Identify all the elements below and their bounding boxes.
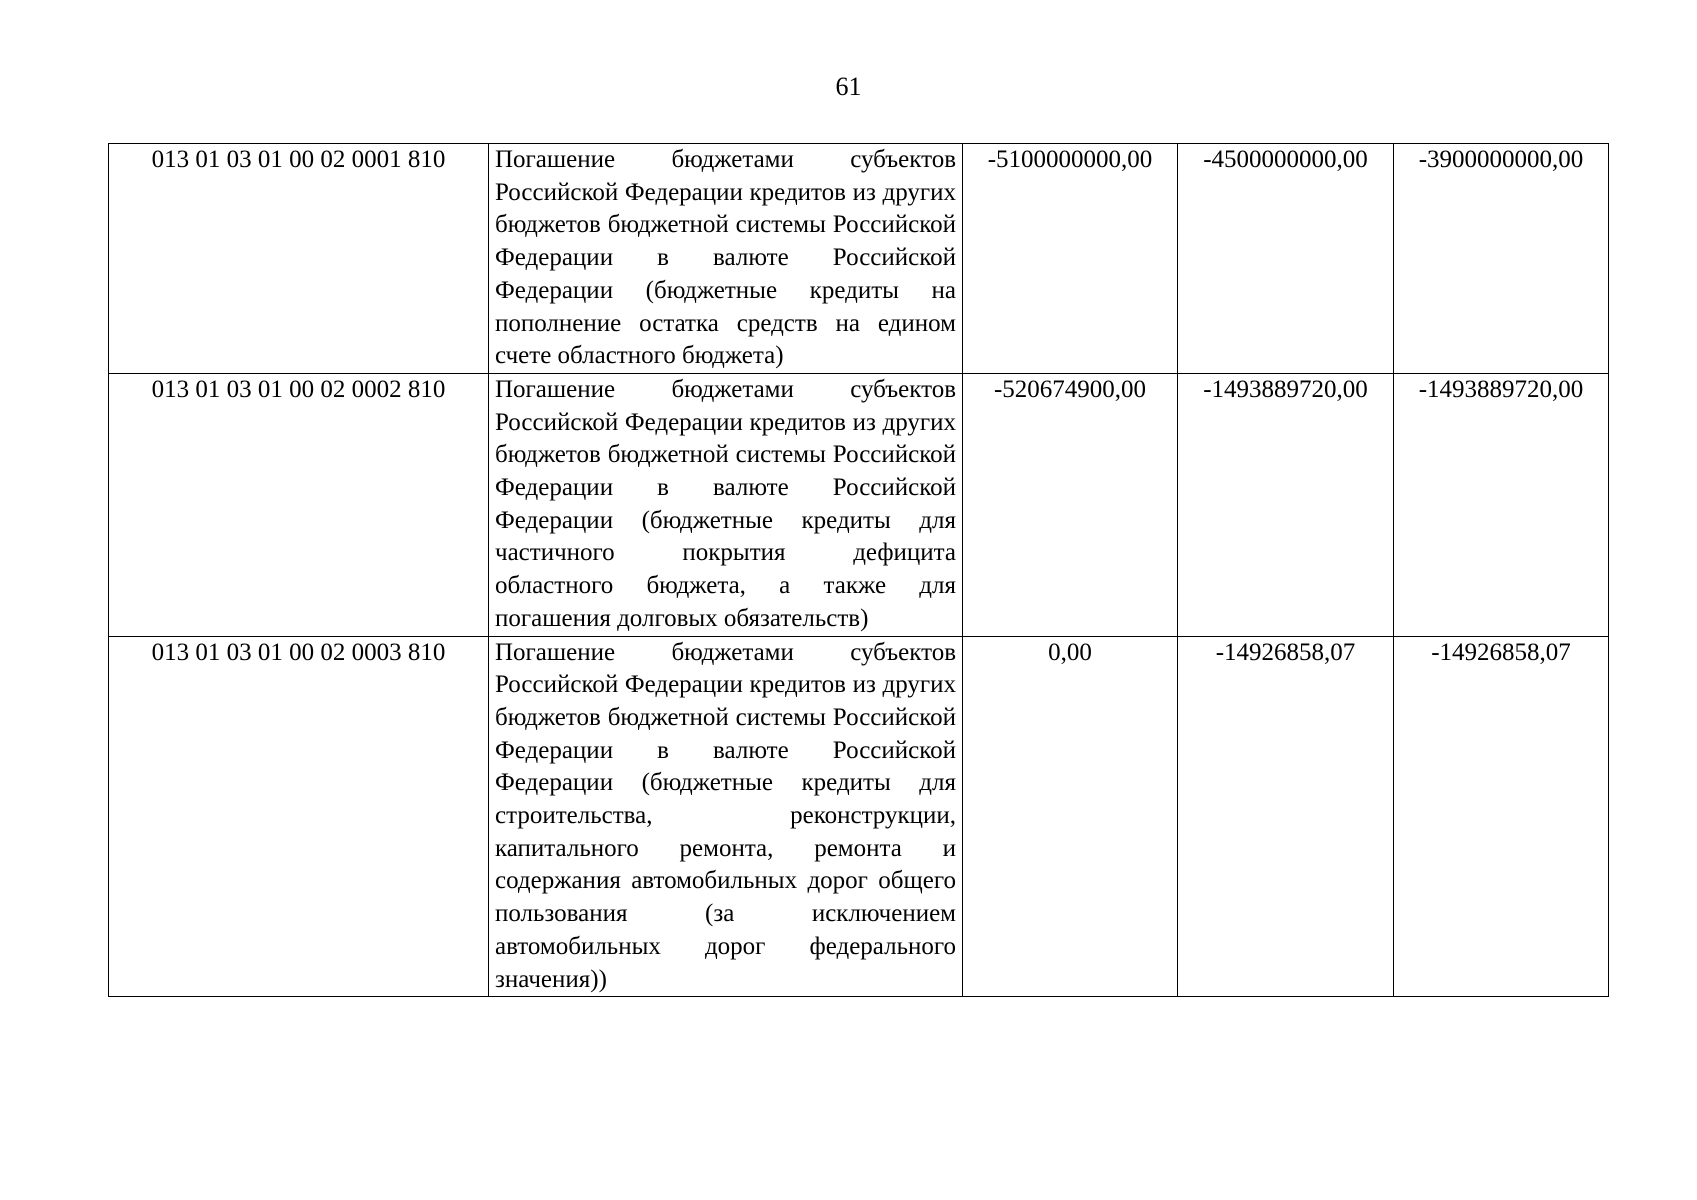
page-number-text: 61 (835, 72, 862, 101)
budget-code-cell: 013 01 03 01 00 02 0003 810 (109, 636, 489, 997)
amount-cell-year-1: -520674900,00 (963, 373, 1178, 636)
table-row (109, 636, 1609, 997)
amount-cell-year-2: -14926858,07 (1178, 636, 1394, 997)
budget-table (108, 143, 1609, 997)
budget-code-cell: 013 01 03 01 00 02 0002 810 (109, 373, 489, 636)
amount-cell-year-3: -14926858,07 (1394, 636, 1609, 997)
amount-cell-year-3: -1493889720,00 (1394, 373, 1609, 636)
amount-cell-year-1: 0,00 (963, 636, 1178, 997)
table-row (109, 144, 1609, 374)
amount-cell-year-2: -1493889720,00 (1178, 373, 1394, 636)
amount-cell-year-2: -4500000000,00 (1178, 144, 1394, 374)
description-cell: Погашение бюджетами субъектов Российской Федерации кредитов из других бюджетов бюджетной системы Российской Федерации в валюте Российской Федерации (бюджетные кредиты для частичного покрытия дефицита областного бюджета, а также для погашения долговых обязательств) (489, 373, 963, 636)
amount-cell-year-1: -5100000000,00 (963, 144, 1178, 374)
budget-code-cell: 013 01 03 01 00 02 0001 810 (109, 144, 489, 374)
description-cell: Погашение бюджетами субъектов Российской Федерации кредитов из других бюджетов бюджетной системы Российской Федерации в валюте Российской Федерации (бюджетные кредиты на пополнение остатка средств на едином счете областного бюджета) (489, 144, 963, 374)
amount-cell-year-3: -3900000000,00 (1394, 144, 1609, 374)
description-cell: Погашение бюджетами субъектов Российской Федерации кредитов из других бюджетов бюджетной системы Российской Федерации в валюте Российской Федерации (бюджетные кредиты для строительства, реконструкции, капитального ремонта, ремонта и содержания автомобильных дорог общего пользования (за исключением автомобильных дорог федерального значения)) (489, 636, 963, 997)
table-row (109, 373, 1609, 636)
page-number (0, 72, 1697, 102)
